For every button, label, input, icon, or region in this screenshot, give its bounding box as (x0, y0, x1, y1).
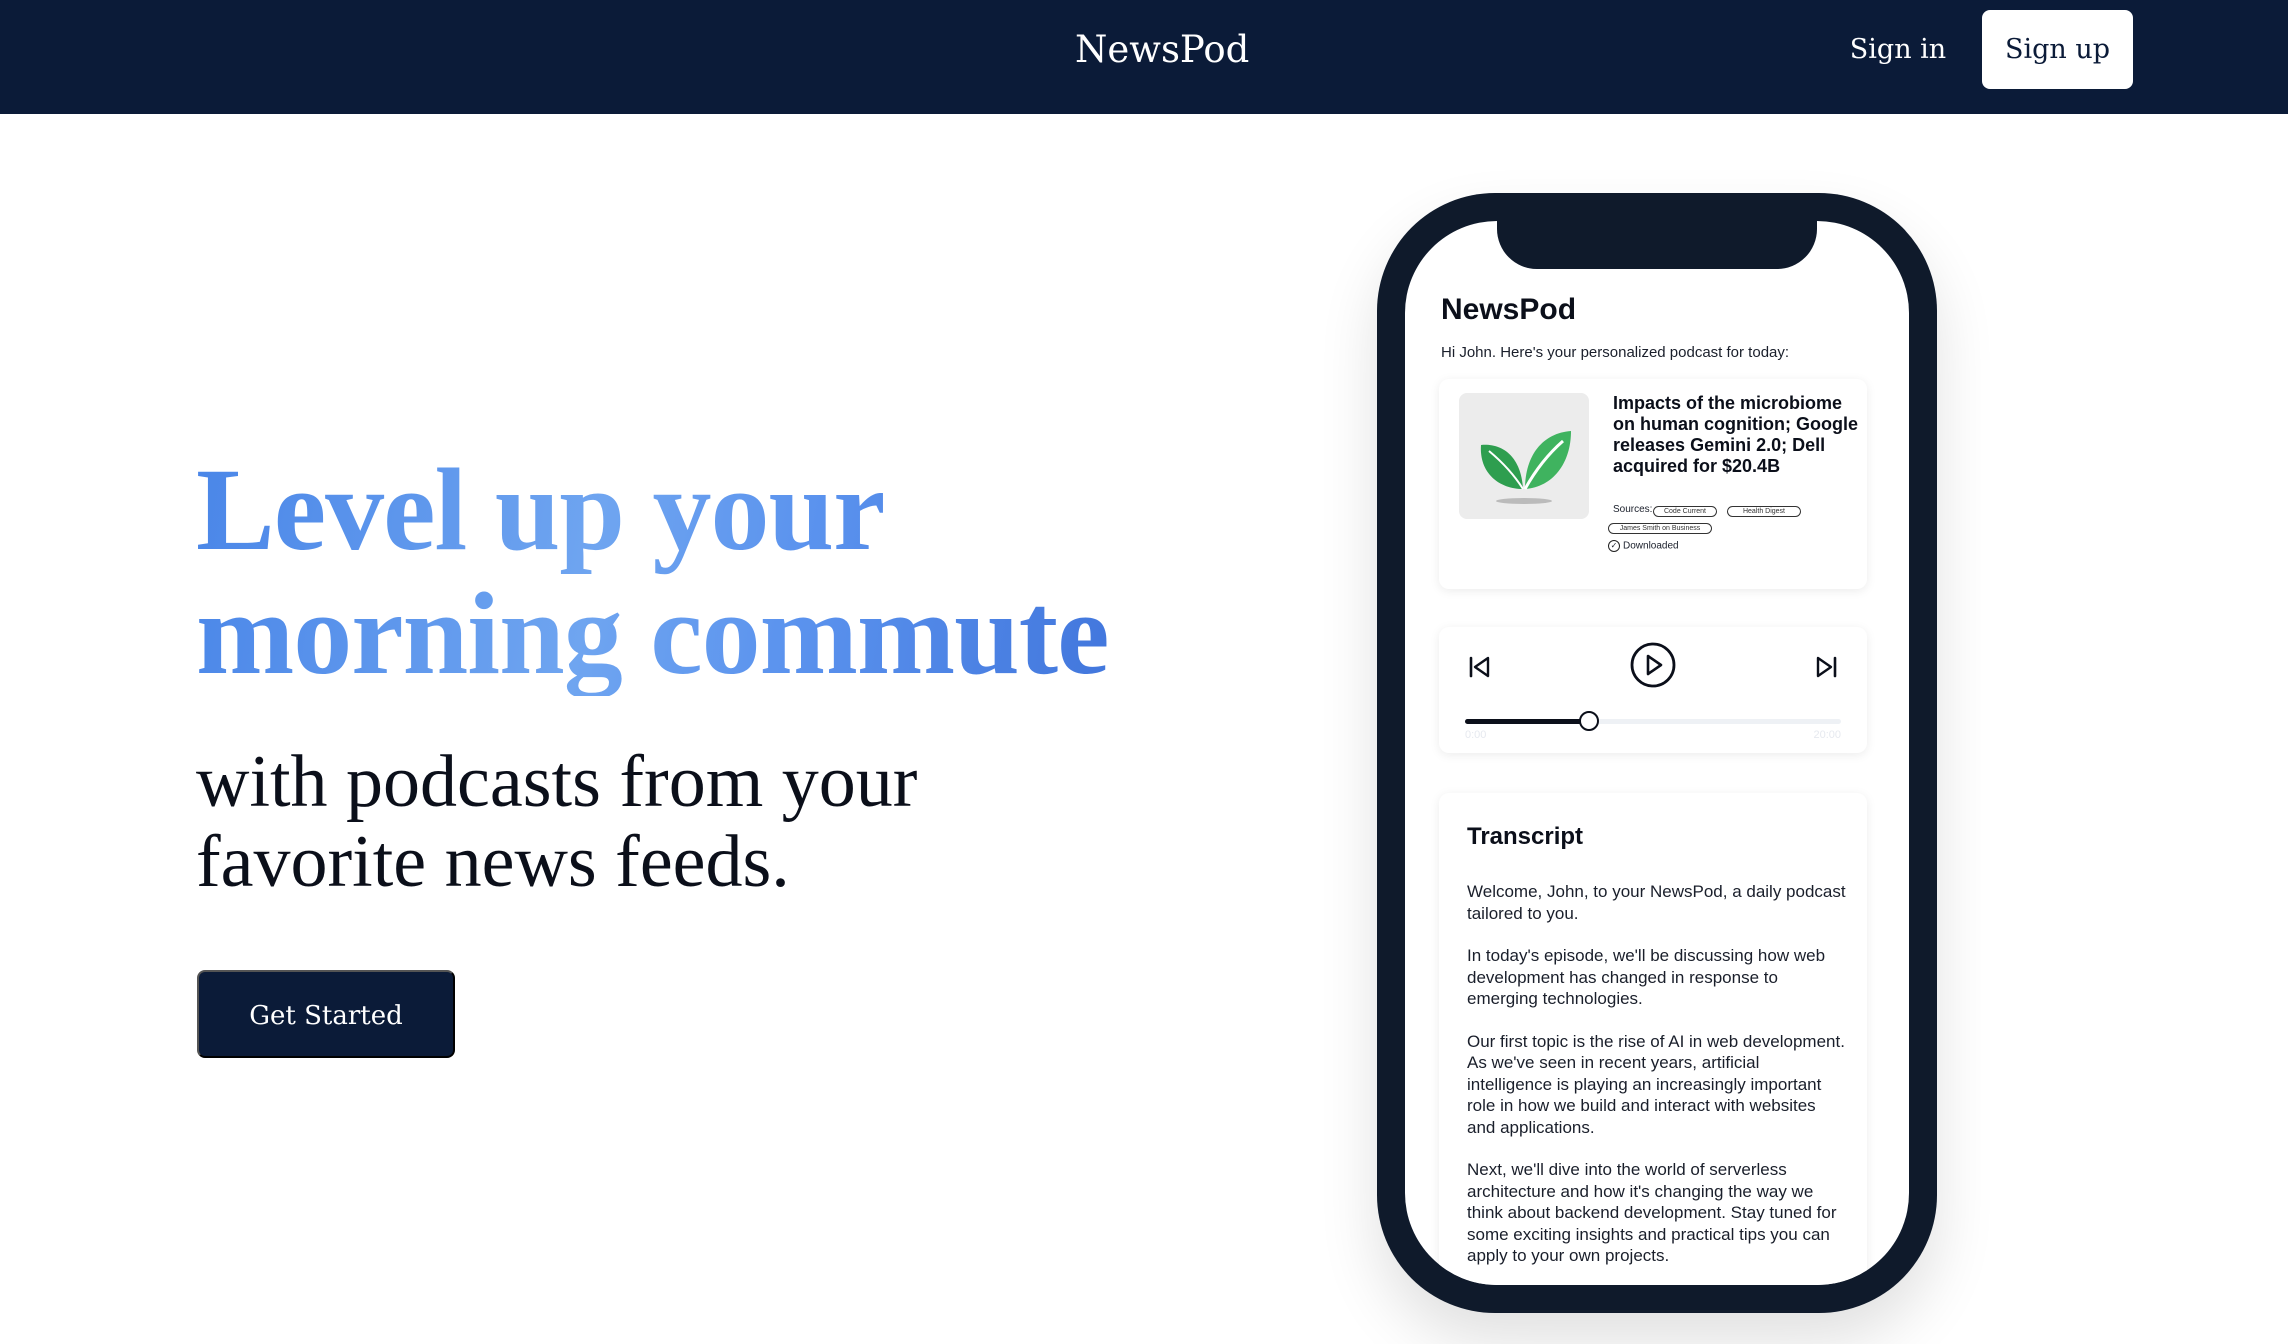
phone-screen (1405, 221, 1909, 1285)
progress-handle[interactable] (1579, 711, 1599, 731)
brand-logo[interactable]: NewsPod (1075, 28, 1250, 71)
app-title: NewsPod (1441, 293, 1577, 326)
play-icon[interactable] (1629, 641, 1677, 694)
skip-next-icon[interactable] (1813, 653, 1841, 686)
transcript-paragraph: Next, we'll dive into the world of serverless architecture and how it's changing the way we think about backend development. Stay tuned for some exciting insights and practical tips you can apply to your own projects. (1467, 1160, 1837, 1265)
check-circle-icon: ✓ (1608, 540, 1620, 552)
top-nav-bar (0, 0, 2288, 114)
progress-fill (1465, 719, 1589, 724)
sign-up-button[interactable]: Sign up (1982, 10, 2133, 89)
download-status-label: Downloaded (1623, 540, 1679, 552)
episode-thumbnail (1459, 393, 1589, 519)
leaf-icon (1459, 393, 1589, 519)
phone-notch (1497, 221, 1817, 269)
source-pill[interactable]: Health Digest (1727, 506, 1801, 517)
hero-title-line-1: Level up your (196, 444, 885, 575)
sources-label: Sources: (1613, 504, 1653, 515)
elapsed-time: 0:00 (1465, 729, 1487, 741)
hero-title (196, 444, 1196, 699)
total-time: 20:00 (1813, 729, 1841, 741)
source-pill[interactable]: James Smith on Business (1608, 523, 1712, 534)
transcript-paragraph: In today's episode, we'll be discussing how web development has changed in response to emerging technologies. (1467, 946, 1826, 1008)
hero-subtitle (196, 742, 996, 902)
transcript-body[interactable] (1467, 881, 1847, 1285)
get-started-button[interactable]: Get Started (197, 970, 455, 1058)
app-greeting: Hi John. Here's your personalized podcast for today: (1441, 344, 1790, 361)
hero-subtitle-line-1: with podcasts from your (196, 741, 918, 823)
transcript-paragraph: Welcome, John, to your NewsPod, a daily podcast tailored to you. (1467, 882, 1846, 923)
transcript-title: Transcript (1467, 823, 1584, 850)
progress-slider[interactable] (1465, 719, 1841, 724)
source-pill[interactable]: Code Current (1653, 506, 1717, 517)
hero-title-line-2: morning commute (196, 568, 1109, 699)
phone-mockup (1377, 193, 1937, 1313)
transcript-card (1439, 793, 1867, 1285)
sign-in-link[interactable]: Sign in (1849, 34, 1947, 65)
hero-subtitle-line-2: favorite news feeds. (196, 821, 790, 903)
player-card (1439, 627, 1867, 753)
download-status (1608, 540, 1679, 552)
skip-previous-icon[interactable] (1465, 653, 1493, 686)
episode-title: Impacts of the microbiome on human cognition; Google releases Gemini 2.0; Dell acquired for $20.4B (1613, 393, 1858, 476)
episode-card[interactable] (1439, 379, 1867, 589)
transcript-paragraph: Our first topic is the rise of AI in web development. As we've seen in recent years, artificial intelligence is playing an increasingly important role in how we build and interact with websites and applications. (1467, 1031, 1845, 1137)
